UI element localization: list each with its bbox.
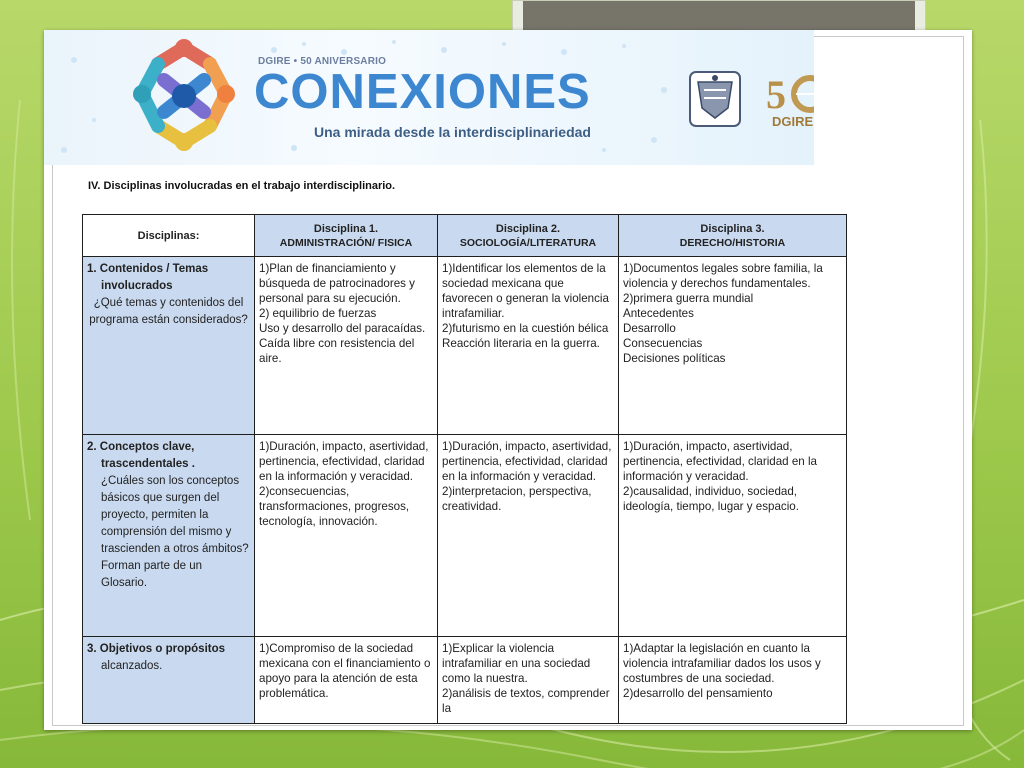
cell-text: 1)Plan de financiamiento y búsqueda de patrocinadores y personal para su ejecución. 2) equilibrio de fuerzas Uso y desarrollo del paracaídas. Caída libre con resistencia del aire. bbox=[259, 262, 426, 365]
cell-text: 1)Explicar la violencia intrafamiliar en una sociedad como la nuestra. 2)análisis de textos, comprender la bbox=[442, 642, 610, 715]
header-disciplina-3 bbox=[619, 215, 847, 257]
row-head-question: ¿Cuáles son los conceptos básicos que surgen del proyecto, permiten la comprensión del mismo y trascienden a otros ámbitos? Forman parte de un Glosario. bbox=[101, 475, 249, 589]
cell-text: 1)Duración, impacto, asertividad, pertinencia, efectividad, claridad en la información y veracidad. 2)interpretacion, perspectiva, creatividad. bbox=[442, 440, 612, 513]
cell-text: 1)Identificar los elementos de la sociedad mexicana que favorecen o generan la violencia intrafamiliar. 2)futurismo en la cuestión bélica Reacción literaria en la guerra. bbox=[442, 262, 609, 350]
row-head-title: 3. Objetivos o propósitos bbox=[87, 643, 226, 655]
header-disciplina-1-label: Disciplina 1. bbox=[313, 222, 379, 235]
row-head-conceptos bbox=[83, 435, 255, 637]
disciplines-table bbox=[82, 214, 847, 724]
dgire-50-logo-text: DGIRE bbox=[772, 114, 814, 129]
table-cell bbox=[255, 257, 438, 435]
row-head-title-cont: alcanzados. bbox=[101, 660, 163, 672]
top-tab-panel bbox=[523, 1, 915, 31]
table-row bbox=[83, 637, 847, 724]
table-cell bbox=[438, 637, 619, 724]
header-disciplina-2-name: SOCIOLOGÍA/LITERATURA bbox=[459, 236, 597, 249]
cell-text: 1)Duración, impacto, asertividad, pertinencia, efectividad, claridad en la información y veracidad. 2)causalidad, individuo, sociedad, ideología, tiempo, lugar y espacio. bbox=[623, 440, 817, 513]
table-cell bbox=[619, 637, 847, 724]
header-disciplina-1 bbox=[255, 215, 438, 257]
header-disciplinas-label: Disciplinas: bbox=[137, 229, 200, 242]
row-head-question: ¿Qué temas y contenidos del programa están considerados? bbox=[89, 297, 248, 326]
header-disciplina-2 bbox=[438, 215, 619, 257]
header-disciplina-3-name: DERECHO/HISTORIA bbox=[679, 236, 786, 249]
svg-text:5: 5 bbox=[766, 72, 786, 117]
header-disciplina-2-label: Disciplina 2. bbox=[495, 222, 561, 235]
row-head-title: 2. Conceptos clave, bbox=[87, 441, 195, 453]
cell-text: 1)Documentos legales sobre familia, la violencia y derechos fundamentales. 2)primera guerra mundial Antecedentes Desarrollo Consecuencias Decisiones políticas bbox=[623, 262, 823, 365]
table-row bbox=[83, 435, 847, 637]
table-header-row bbox=[83, 215, 847, 257]
table-cell bbox=[438, 435, 619, 637]
table-cell bbox=[619, 257, 847, 435]
header-disciplinas bbox=[83, 215, 255, 257]
banner-title: CONEXIONES bbox=[254, 65, 591, 119]
dgire-50-logo-icon bbox=[762, 70, 814, 130]
cell-text: 1)Compromiso de la sociedad mexicana con el financiamiento o apoyo para la atención de esta problemática. bbox=[259, 642, 431, 700]
header-disciplina-3-label: Disciplina 3. bbox=[700, 222, 765, 235]
table-cell bbox=[255, 637, 438, 724]
table-cell bbox=[255, 435, 438, 637]
row-head-title-cont: involucrados bbox=[101, 280, 173, 292]
section-title: IV. Disciplinas involucradas en el trabajo interdisciplinario. bbox=[88, 180, 396, 192]
slide bbox=[44, 30, 972, 730]
table-cell bbox=[619, 435, 847, 637]
cell-text: 1)Duración, impacto, asertividad, pertinencia, efectividad, claridad en la información y veracidad. 2)consecuencias, transformaciones, progresos, tecnología, innovación. bbox=[259, 440, 429, 528]
banner: DGIRE • 50 ANIVERSARIO CONEXIONES Una mirada desde la interdisciplinariedad 5 DGIRE SI UNAM bbox=[44, 30, 814, 165]
unam-seal-icon bbox=[684, 68, 746, 130]
row-head-objetivos bbox=[83, 637, 255, 724]
conexiones-logo-icon bbox=[118, 34, 250, 158]
cell-text: 1)Adaptar la legislación en cuanto la violencia intrafamiliar dados los usos y costumbres de una sociedad. 2)desarrollo del pensamiento bbox=[623, 642, 821, 700]
row-head-title: 1. Contenidos / Temas bbox=[87, 263, 209, 275]
table-row bbox=[83, 257, 847, 435]
row-head-title-cont: trascendentales . bbox=[101, 458, 195, 470]
banner-kicker: DGIRE • 50 ANIVERSARIO bbox=[258, 56, 387, 67]
row-head-contenidos bbox=[83, 257, 255, 435]
header-disciplina-1-name: ADMINISTRACIÓN/ FISICA bbox=[279, 236, 413, 249]
table-cell bbox=[438, 257, 619, 435]
banner-tagline: Una mirada desde la interdisciplinariedad bbox=[314, 124, 591, 140]
